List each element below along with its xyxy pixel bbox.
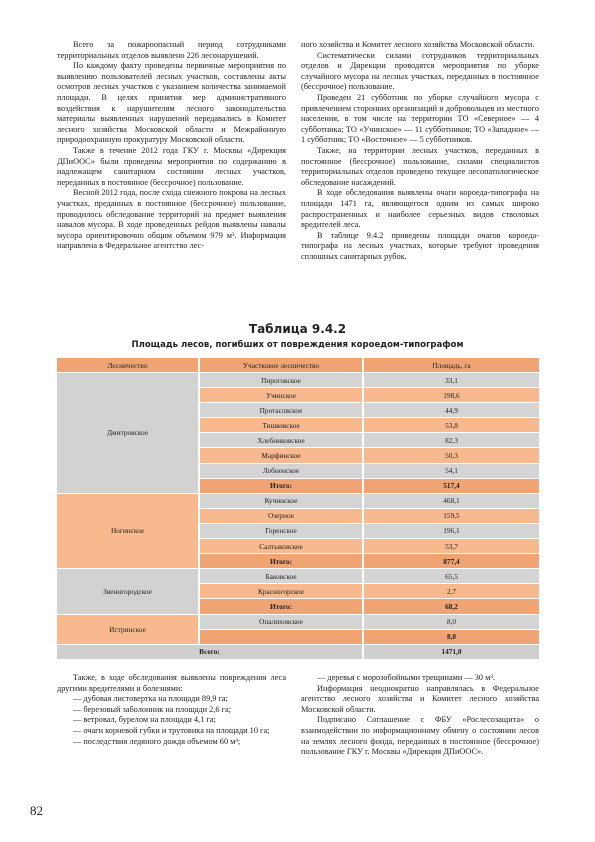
district-cell: Красногорское bbox=[199, 584, 363, 599]
column-top-left bbox=[57, 40, 286, 252]
paragraph: По каждому факту проведены первичные мероприятия по выявлению пользователей лесных участков, составлены акты осмотров лесных участков с указанием количества занимаемой площади. В целях принятия мер административного воздействия к нарушителям лесного законодательства материалы выявленных нарушений передавались в Комитет лесного хозяйства Московской области и Межрайонную природоохранную прокуратуру Московской области. bbox=[57, 61, 286, 145]
area-cell: 2,7 bbox=[363, 584, 539, 599]
district-cell: Кучинское bbox=[199, 493, 363, 508]
district-cell: Тишковское bbox=[199, 418, 363, 433]
table-row bbox=[57, 373, 539, 388]
forestry-cell: Звенигородское bbox=[57, 569, 199, 614]
district-cell: Салтыковское bbox=[199, 539, 363, 554]
list-item: — дубовая листовертка на площади 89,9 га; bbox=[73, 694, 228, 704]
subtotal-value: 68,2 bbox=[363, 599, 539, 614]
table-row bbox=[57, 493, 539, 508]
area-cell: 50,3 bbox=[363, 448, 539, 463]
district-cell: Озерное bbox=[199, 508, 363, 523]
area-cell: 159,5 bbox=[363, 508, 539, 523]
table-subtitle: Площадь лесов, погибших от повреждения короедом-типографом bbox=[131, 340, 464, 350]
district-cell: Протасовское bbox=[199, 403, 363, 418]
grand-total-label: Всего: bbox=[57, 644, 363, 659]
column-bottom-right bbox=[301, 673, 539, 758]
district-cell: Лобненское bbox=[199, 463, 363, 478]
subtotal-label: Итого: bbox=[199, 599, 363, 614]
area-cell: 53,8 bbox=[363, 418, 539, 433]
area-cell: 198,6 bbox=[363, 388, 539, 403]
column-bottom-left bbox=[57, 673, 286, 747]
header-forestry: Лесничество bbox=[57, 358, 199, 373]
list-item: — ветровал, бурелом на площади 4,1 га; bbox=[73, 715, 216, 725]
area-cell: 33,1 bbox=[363, 373, 539, 388]
list-item: — деревья с морозобойными трещинами — 30 м³. bbox=[317, 673, 495, 682]
paragraph: Проведен 21 субботник по уборке случайного мусора с привлечением сторонних организаций и добровольцев из местного населения, в том числе на территории ТО «Северное» — 4 субботника; ТО «Учинское» — 11 субботников; ТО «Западное» — 1 субботник; ТО «Восточное» — 5 субботников. bbox=[301, 92, 539, 145]
paragraph: Также, на территории лесных участков, переданных в постоянное (бессрочное) пользование, силами специалистов территориальных отделов проведено текущее лесопатологическое обследование насаждений. bbox=[301, 145, 539, 187]
district-cell: Пироговское bbox=[199, 373, 363, 388]
paragraph: Также в течение 2012 года ГКУ г. Москвы «Дирекция ДПиООС» были проведены мероприятия по содержанию в надлежащем санитарном состоянии лесных участков, переданных в постоянное (бессрочное) пользование. bbox=[57, 145, 286, 187]
area-cell: 196,1 bbox=[363, 523, 539, 538]
area-cell: 54,1 bbox=[363, 463, 539, 478]
district-cell: Хлебниковское bbox=[199, 433, 363, 448]
paragraph: В таблице 9.4.2 приведены площади очагов короеда-типографа на лесных участках, которые требуют проведения сплошных санитарных рубок. bbox=[301, 230, 539, 261]
forest-damage-table bbox=[57, 358, 539, 660]
paragraph: Систематически силами сотрудников территориальных отделов и Дирекции проводятся мероприятия по уборке случайного мусора на лесных участках, переданных в постоянное (бессрочное) пользование. bbox=[301, 50, 539, 92]
grand-total-value: 1471,0 bbox=[363, 644, 539, 659]
table-title: Таблица 9.4.2 bbox=[248, 322, 347, 336]
list-item: — очаги корневой губки и трутовика на площади 10 га; bbox=[73, 725, 270, 735]
area-cell: 53,7 bbox=[363, 539, 539, 554]
paragraph: В ходе обследования выявлены очаги короеда-типографа на площади 1471 га, являющегося одним из самых широко распространенных и наиболее серьезных видов стволовых вредителей леса. bbox=[301, 188, 539, 230]
district-cell: Баковское bbox=[199, 569, 363, 584]
subtotal-label: Итого: bbox=[199, 478, 363, 493]
paragraph: Весной 2012 года, после схода снежного покрова на лесных участках, преданных в постоянное (бессрочное) пользование, проводилось обследование территорий на предмет выявления навалов мусора. В ходе проведенных рейдов выявлены навалы мусора ориентировочно общим объемом 979 м³. Информация направлена в Федеральное агентство лес- bbox=[57, 188, 286, 251]
list-item: — березовый заболонник на площади 2,6 га; bbox=[73, 704, 231, 714]
forestry-cell: Дмитровское bbox=[57, 373, 199, 494]
paragraph: Подписано Соглашение с ФБУ «Рослесозащита» о взаимодействии по информационному обмену о состоянии лесов на землях лесного фонда, переданных в постоянное (бессрочное) пользование ГКУ г. Москвы «Дирекция ДПиООС». bbox=[301, 715, 539, 757]
paragraph: Всего за пожароопасный период сотрудниками территориальных отделов выявлено 226 лесонарушений. bbox=[57, 40, 286, 60]
paragraph: Также, в ходе обследования выявлены повреждения леса другими вредителями и болезнями: bbox=[57, 673, 286, 693]
area-cell: 8,0 bbox=[363, 614, 539, 629]
district-cell: Горенское bbox=[199, 523, 363, 538]
forestry-cell: Ногинское bbox=[57, 493, 199, 568]
table-row bbox=[57, 614, 539, 629]
paragraph: ного хозяйства и Комитет лесного хозяйства Московской области. bbox=[301, 40, 535, 49]
header-area: Площадь, га bbox=[363, 358, 539, 373]
table-row bbox=[57, 569, 539, 584]
area-cell: 82,3 bbox=[363, 433, 539, 448]
paragraph: Информация неоднократно направлялась в Федеральное агентство лесного хозяйства и Комитет лесного хозяйства Московской области. bbox=[301, 683, 539, 714]
page-number: 82 bbox=[30, 803, 43, 818]
list-item: — последствия ледяного дождя объемом 60 м³; bbox=[73, 736, 241, 746]
subtotal-value: 517,4 bbox=[363, 478, 539, 493]
area-cell: 468,1 bbox=[363, 493, 539, 508]
column-top-right bbox=[301, 40, 539, 262]
grand-total-row bbox=[57, 644, 539, 659]
forestry-cell: Истринское bbox=[57, 614, 199, 644]
district-cell: Учинское bbox=[199, 388, 363, 403]
subtotal-label: Итого: bbox=[199, 554, 363, 569]
table-header-row bbox=[57, 358, 539, 373]
subtotal-value: 877,4 bbox=[363, 554, 539, 569]
area-cell: 65,5 bbox=[363, 569, 539, 584]
subtotal-label bbox=[199, 629, 363, 644]
district-cell: Марфинское bbox=[199, 448, 363, 463]
header-district: Участковое лесничество bbox=[199, 358, 363, 373]
district-cell: Опалиховское bbox=[199, 614, 363, 629]
subtotal-value: 8,0 bbox=[363, 629, 539, 644]
area-cell: 44,9 bbox=[363, 403, 539, 418]
